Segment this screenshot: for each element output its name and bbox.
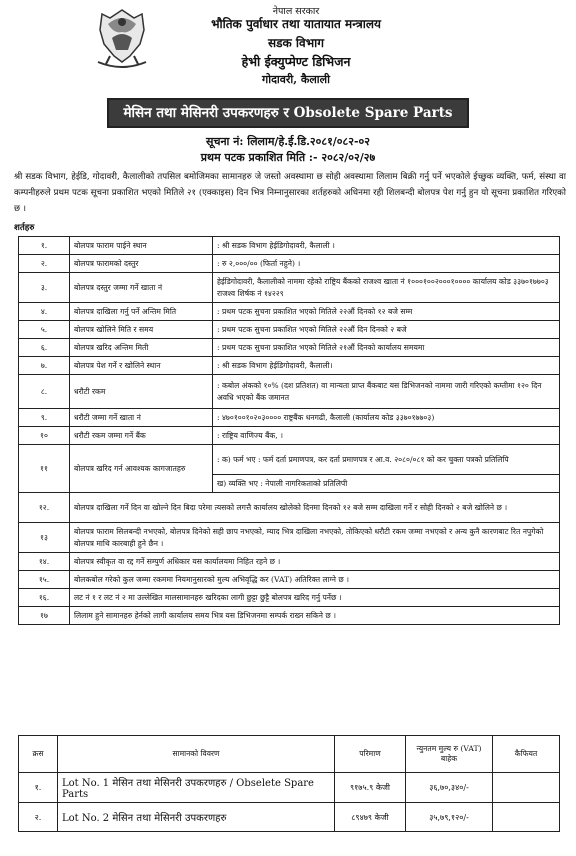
term-value: : ४७०१००१०२०३०००० राष्ट्रबैंक धनगढी, कैलाली (कार्यालय कोड ३३७०१७७०३)	[213, 409, 560, 427]
department-name: सडक विभाग	[267, 36, 324, 50]
term-key: बोलपत्र खरिद गर्न आवश्यक कागजातहरु	[70, 445, 213, 493]
term-number: ७.	[19, 357, 70, 375]
col-header-sn: क्रस	[19, 736, 58, 773]
term-key: बोलपत्र दाखिला गर्नु पर्ने अन्तिम मिति	[70, 303, 213, 321]
term-key: धरौटी जम्मा गर्ने खाता नं	[70, 409, 213, 427]
term-value-2: ख) व्यक्ति भए : नेपाली नागरिकताको प्रतिलिपी	[213, 475, 560, 493]
row-description: Lot No. 2 मेसिन तथा मेसिनरी उपकरणहरु	[58, 803, 335, 832]
term-text: बोलकबोल गरेको कुल जम्मा रकममा नियमानुसारको मुल्य अभिवृद्धि कर (VAT) अतिरिक्त लाग्ने छ ।	[70, 571, 560, 589]
row-quantity: ९१७५.९ केजी	[335, 773, 406, 803]
title-banner: मेसिन तथा मेसिनरी उपकरणहरु र Obsolete Spare Parts	[107, 98, 469, 128]
term-value: हेईडिगोदावरी, कैलालीको नाममा रहेको राष्ट्रिय बैंकको राजश्व खाता नं १०००१००२०००१०००० कार्यालय कोड ३३७०१७७०३ राजश्व शिर्षक नं १४२२९	[213, 273, 560, 303]
term-value: : क) फर्म भए : फर्म दर्ता प्रमाणपत्र, कर दर्ता प्रमाणपत्र र आ.व. २०८०/०८१ को कर चुक्ता पत्रको प्रतिलिपि	[213, 445, 560, 475]
row-min-price: ३६,७०,३४०/-	[406, 773, 493, 803]
term-row	[19, 255, 560, 273]
term-number: ११	[19, 445, 70, 493]
col-header-remarks: कैफियत	[493, 736, 560, 773]
row-quantity: ८९४७९ केजी	[335, 803, 406, 832]
table-row	[19, 773, 560, 803]
term-value: : प्रथम पटक सुचना प्रकाशित भएको मितिले २२औं दिन दिनको २ बजे	[213, 321, 560, 339]
term-text: लट नं १ र लट नं २ मा उल्लेखित मालसामानहरु खरिदका लागी छुट्टा छुट्टै बोलपत्र खरिद गर्नु पर्नेछ ।	[70, 589, 560, 607]
term-key: बोलपत्र खरिद अन्तिम मिती	[70, 339, 213, 357]
table-row	[19, 803, 560, 832]
notice-number: सूचना नं: लिलाम/हे.ई.डि.२०८१/०८२-०२	[206, 135, 370, 148]
row-remarks	[493, 773, 560, 803]
term-row	[19, 321, 560, 339]
term-number: १७	[19, 607, 70, 625]
term-value: : रु २,०००/०० (फिर्ता नहुने) ।	[213, 255, 560, 273]
publish-date: प्रथम पटक प्रकाशित मिति :- २०८२/०२/२७	[200, 151, 376, 164]
row-sn: १.	[19, 773, 58, 803]
ministry-name: भौतिक पुर्वाधार तथा यातायात मन्त्रालय	[211, 17, 381, 31]
term-key: बोलपत्र पेश गर्ने र खोलिने स्थान	[70, 357, 213, 375]
term-key: बोलपत्र दस्तुर जम्मा गर्ने खाता नं	[70, 273, 213, 303]
division-name: हेभी ईक्युप्मेण्ट डिभिजन	[241, 54, 351, 69]
term-number: ८.	[19, 375, 70, 409]
term-number: १२.	[19, 493, 70, 523]
term-text: लिलाम हुने सामानहरु हेर्नको लागी कार्यालय समय भित्र यस डिभिजनमा सम्पर्क राख्न सकिने छ ।	[70, 607, 560, 625]
term-number: ६.	[19, 339, 70, 357]
term-number: ९.	[19, 409, 70, 427]
col-header-min-price: न्युनतम मुल्य रु (VAT) बाहेक	[406, 736, 493, 773]
intro-paragraph: श्री सडक विभाग, हेईडि, गोदावरी, कैलालीको तपसिल बमोजिमका सामानहरु जे जस्तो अवस्थामा छ सोही अवस्थामा लिलाम बिक्री गर्नु पर्ने भएकोले ईच्छुक व्यक्ति, फर्म, संस्था वा कम्पनीहरुले प्रथम पटक सूचना प्रकाशित भएको मितिले २१ (एक्काइस) दिन भित्र निम्नानुसारका शर्तहरुको अधिनमा रही शिलबन्दी बोलपत्र पेश गर्नु हुन यो सूचना प्रकाशित गरिएको छ ।	[14, 172, 566, 214]
row-description: Lot No. 1 मेसिन तथा मेसिनरी उपकरणहरु / Obselete Spare Parts	[58, 773, 335, 803]
term-number: १०	[19, 427, 70, 445]
term-value: : श्री सडक विभाग हेईडिगोदावरी, कैलाली।	[213, 357, 560, 375]
term-number: १४.	[19, 553, 70, 571]
col-header-quantity: परिमाण	[335, 736, 406, 773]
office-location: गोदावरी, कैलाली	[262, 73, 330, 86]
term-row	[19, 553, 560, 571]
term-number: १.	[19, 237, 70, 255]
items-header-row	[19, 736, 560, 773]
term-row	[19, 589, 560, 607]
govt-name: नेपाल सरकार	[272, 6, 320, 17]
term-row	[19, 339, 560, 357]
term-number: ४.	[19, 303, 70, 321]
term-text: बोलपत्र फाराम सिलबन्दी नभएको, बोलपत्र दिनेको सही छाप नभएको, म्याद भित्र दाखिला नभएको, तोकिएको धरौटी रकम जम्मा नभएको र अन्य कुनै कारणबाट रित नपुगेको बोलपत्र माथि कारबाही हुने छैन ।	[70, 523, 560, 553]
term-key: धरौटी रकम	[70, 375, 213, 409]
term-value: : राष्ट्रिय वाणिज्य बैंक, ।	[213, 427, 560, 445]
term-value: : श्री सडक विभाग हेईडिगोदावरी, कैलाली ।	[213, 237, 560, 255]
term-key: बोलपत्र खोलिने मिति र समय	[70, 321, 213, 339]
term-row	[19, 427, 560, 445]
row-sn: २.	[19, 803, 58, 832]
term-value: : प्रथम पटक सुचना प्रकाशित भएको मितिले २१औं दिनको कार्यालय समयमा	[213, 339, 560, 357]
term-row	[19, 571, 560, 589]
term-value: : प्रथम पटक सुचना प्रकाशित भएको मितिले २२औं दिनको १२ बजे सम्म	[213, 303, 560, 321]
term-row	[19, 493, 560, 523]
term-value: : कबोल अंकको १०% (दश प्रतिशत) वा मान्यता प्राप्त बैंकबाट यस डिभिजनको नाममा जारी गरिएको कम्तीमा १२० दिन अवधि भएको बैंक जमानत	[213, 375, 560, 409]
term-key: धरौटी रकम जम्मा गर्ने बैंक	[70, 427, 213, 445]
term-row	[19, 237, 560, 255]
term-row	[19, 375, 560, 409]
terms-table	[18, 236, 560, 625]
term-row	[19, 303, 560, 321]
row-min-price: ३५,७९,१२०/-	[406, 803, 493, 832]
term-row	[19, 409, 560, 427]
term-number: २.	[19, 255, 70, 273]
term-text: बोलपत्र स्वीकृत वा रद्द गर्ने सम्पुर्ण अधिकार यस कार्यालयमा निहित रहने छ ।	[70, 553, 560, 571]
items-table	[18, 735, 560, 832]
term-text: बोलपत्र दाखिला गर्ने दिन वा खोल्ने दिन बिदा परेमा त्यसको लगत्तै कार्यालय खोलेको दिनमा दिनको १२ बजे सम्म दाखिला गर्ने र सोही दिनको २ बजे खोलिने छ ।	[70, 493, 560, 523]
row-remarks	[493, 803, 560, 832]
term-number: १६.	[19, 589, 70, 607]
term-row	[19, 523, 560, 553]
term-row	[19, 445, 560, 475]
term-key: बोलपत्र फाराम पाईने स्थान	[70, 237, 213, 255]
term-row	[19, 607, 560, 625]
term-number: १५.	[19, 571, 70, 589]
term-number: १३	[19, 523, 70, 553]
term-number: ३.	[19, 273, 70, 303]
term-key: बोलपत्र फारामको दस्तुर	[70, 255, 213, 273]
col-header-description: सामानको विवरण	[58, 736, 335, 773]
term-row	[19, 273, 560, 303]
term-number: ५.	[19, 321, 70, 339]
terms-heading: शर्तहरु	[14, 223, 35, 233]
term-row	[19, 357, 560, 375]
